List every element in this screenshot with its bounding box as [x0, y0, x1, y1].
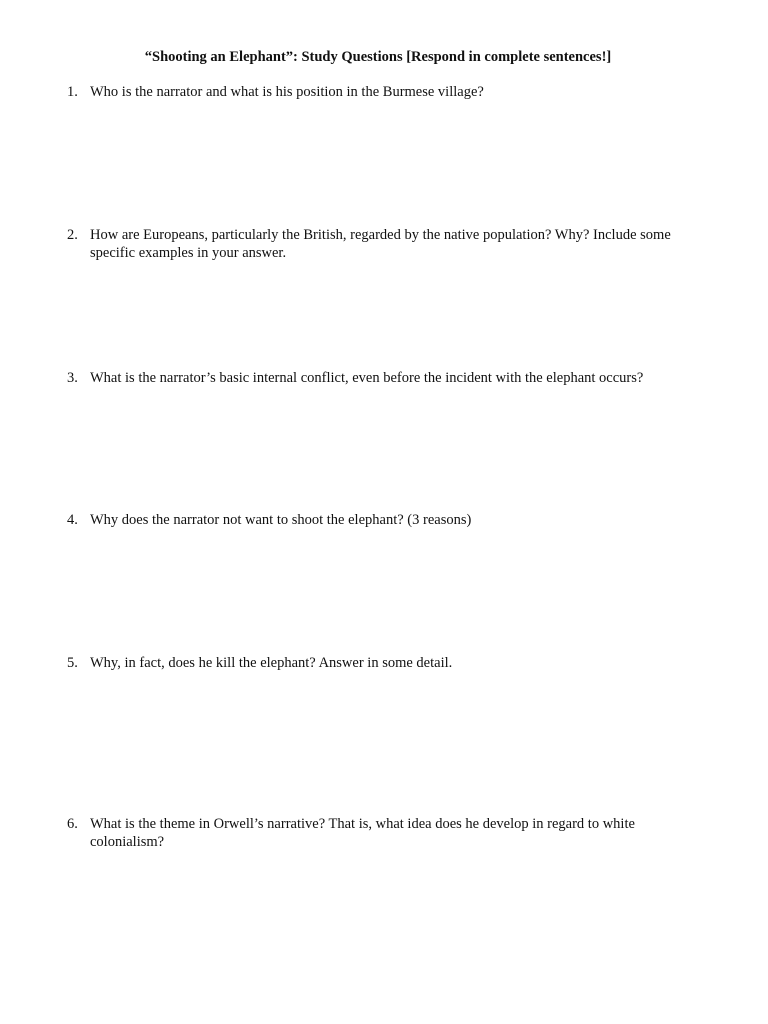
question-6: [67, 815, 707, 851]
question-number: 1.: [67, 84, 78, 100]
question-number: 6.: [67, 816, 78, 832]
question-5: [67, 654, 707, 672]
question-4: [67, 511, 707, 529]
question-text: Who is the narrator and what is his position in the Burmese village?: [90, 84, 484, 100]
question-text: What is the theme in Orwell’s narrative? That is, what idea does he develop in regard to white colonialism?: [90, 816, 635, 850]
question-text: How are Europeans, particularly the British, regarded by the native population? Why? Include some specific examples in your answer.: [90, 227, 671, 261]
question-3: [67, 369, 707, 387]
question-2: [67, 226, 707, 262]
question-1: [67, 83, 707, 101]
question-text: What is the narrator’s basic internal conflict, even before the incident with the elephant occurs?: [90, 370, 644, 386]
question-number: 2.: [67, 227, 78, 243]
question-text: Why, in fact, does he kill the elephant? Answer in some detail.: [90, 655, 453, 671]
page-title: “Shooting an Elephant”: Study Questions [Respond in complete sentences!]: [144, 49, 612, 65]
question-number: 5.: [67, 655, 78, 671]
question-text: Why does the narrator not want to shoot the elephant? (3 reasons): [90, 512, 472, 528]
question-number: 3.: [67, 370, 78, 386]
question-number: 4.: [67, 512, 78, 528]
